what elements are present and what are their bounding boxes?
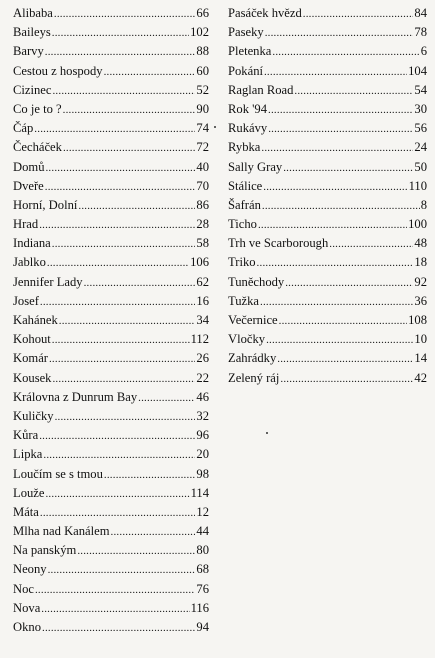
dot-leader (84, 274, 196, 293)
index-entry (13, 580, 209, 599)
entry-title: Na panským (13, 543, 77, 558)
entry-title: Máta (13, 504, 39, 519)
index-entry (13, 503, 209, 522)
entry-title: Pokání (228, 63, 263, 78)
entry-title: Alibaba (13, 6, 53, 20)
index-entry (228, 23, 427, 42)
entry-title: Horní, Dolní (13, 197, 78, 212)
index-entry (13, 599, 209, 618)
index-entry (13, 330, 209, 349)
dot-leader (77, 542, 195, 561)
index-entry (13, 426, 209, 445)
entry-title: Zahrádky (228, 351, 277, 366)
dot-leader (55, 408, 196, 427)
index-entry (13, 253, 209, 272)
entry-title: Rukávy (228, 121, 268, 136)
index-entry (13, 465, 209, 484)
dot-leader (78, 197, 195, 216)
entry-title: Ticho (228, 217, 257, 232)
entry-page-number: 32 (196, 408, 209, 423)
entry-page-number: 86 (196, 197, 209, 212)
entry-title: Josef (13, 293, 39, 308)
entry-title: Co je to ? (13, 101, 62, 116)
dot-leader (54, 5, 196, 24)
entry-page-number: 20 (196, 447, 209, 462)
entry-page-number: 80 (196, 543, 209, 558)
index-entry (13, 484, 209, 503)
index-entry (228, 273, 427, 292)
entry-page-number: 76 (196, 581, 209, 596)
entry-page-number: 112 (190, 332, 209, 347)
entry-page-number: 66 (196, 6, 209, 20)
entry-page-number: 36 (414, 293, 427, 308)
dot-leader (52, 370, 195, 389)
index-entry (13, 119, 209, 138)
index-column-left (13, 4, 209, 637)
dot-leader (264, 63, 407, 82)
entry-page-number: 8 (420, 197, 427, 212)
entry-page-number: 68 (196, 562, 209, 577)
entry-title: Vločky (228, 332, 266, 347)
entry-title: Mlha nad Kanálem (13, 524, 110, 539)
dot-leader (45, 178, 196, 197)
entry-title: Šafrán (228, 197, 261, 212)
dot-leader (258, 216, 407, 235)
dot-leader (263, 178, 407, 197)
entry-title: Sally Gray (228, 159, 283, 174)
dot-leader (40, 293, 196, 312)
dot-leader (104, 466, 196, 485)
entry-page-number: 6 (420, 44, 427, 59)
dot-leader (63, 101, 196, 120)
entry-title: Cestou z hospody (13, 63, 103, 78)
entry-title: Paseky (228, 25, 264, 40)
entry-title: Kůra (13, 428, 39, 443)
entry-page-number: 54 (414, 82, 427, 97)
entry-title: Trh ve Scarborough (228, 236, 329, 251)
dot-leader (303, 5, 414, 24)
index-entry (13, 100, 209, 119)
dot-leader (285, 274, 413, 293)
index-entry (13, 62, 209, 81)
dot-leader (42, 619, 195, 638)
entry-title: Nova (13, 600, 41, 615)
entry-page-number: 46 (196, 389, 209, 404)
dot-leader (111, 523, 196, 542)
index-entry (13, 522, 209, 541)
index-entry (228, 100, 427, 119)
entry-title: Baileys (13, 25, 51, 40)
dot-leader (52, 24, 189, 43)
entry-title: Pasáček hvězd (228, 6, 302, 20)
entry-page-number: 88 (196, 44, 209, 59)
entry-title: Královna z Dunrum Bay (13, 389, 138, 404)
dot-leader (272, 43, 419, 62)
entry-title: Čecháček (13, 140, 62, 155)
entry-page-number: 48 (414, 236, 427, 251)
index-entry (13, 349, 209, 368)
dot-leader (41, 600, 189, 619)
index-entry (228, 4, 427, 23)
index-entry (13, 4, 209, 23)
entry-page-number: 62 (196, 274, 209, 289)
dot-leader (138, 389, 195, 408)
dot-leader (40, 504, 196, 523)
index-entry (13, 273, 209, 292)
entry-page-number: 96 (196, 428, 209, 443)
dot-leader (283, 159, 413, 178)
dot-leader (34, 120, 195, 139)
index-entry (13, 311, 209, 330)
dot-leader (329, 235, 413, 254)
entry-page-number: 28 (196, 217, 209, 232)
dot-leader (268, 120, 413, 139)
index-entry (228, 177, 427, 196)
entry-page-number: 94 (196, 620, 209, 634)
entry-page-number: 58 (196, 236, 209, 251)
entry-title: Jablko (13, 255, 46, 270)
index-entry (228, 62, 427, 81)
entry-page-number: 40 (196, 159, 209, 174)
dot-leader (63, 139, 195, 158)
index-entry (13, 23, 209, 42)
index-entry (228, 215, 427, 234)
dot-leader (261, 139, 413, 158)
dot-leader (257, 254, 414, 273)
entry-title: Kohout (13, 332, 51, 347)
entry-title: Stálice (228, 178, 263, 193)
entry-title: Cizinec (13, 82, 52, 97)
dot-leader (260, 293, 413, 312)
entry-page-number: 44 (196, 524, 209, 539)
entry-page-number: 106 (190, 255, 209, 270)
entry-page-number: 12 (196, 504, 209, 519)
index-column-right (228, 4, 427, 388)
entry-page-number: 14 (414, 351, 427, 366)
entry-title: Rok '94 (228, 101, 268, 116)
index-entry (228, 81, 427, 100)
index-entry (13, 541, 209, 560)
dot-leader (294, 82, 413, 101)
entry-page-number: 50 (414, 159, 427, 174)
index-entry (228, 253, 427, 272)
dot-leader (59, 312, 196, 331)
entry-title: Noc (13, 581, 34, 596)
index-entry (228, 330, 427, 349)
entry-page-number: 104 (408, 63, 427, 78)
index-entry (228, 349, 427, 368)
index-entry (228, 158, 427, 177)
dot-leader (45, 43, 196, 62)
index-entry (13, 407, 209, 426)
entry-page-number: 52 (196, 82, 209, 97)
entry-title: Triko (228, 255, 256, 270)
index-entry (13, 42, 209, 61)
dot-leader (48, 561, 196, 580)
print-speck (214, 126, 216, 128)
index-entry (13, 292, 209, 311)
entry-title: Večernice (228, 313, 278, 327)
entry-title: Kuličky (13, 408, 54, 423)
entry-title: Raglan Road (228, 82, 294, 97)
entry-title: Čáp (13, 121, 34, 136)
entry-page-number: 22 (196, 370, 209, 385)
dot-leader (52, 331, 190, 350)
entry-page-number: 30 (414, 101, 427, 116)
entry-page-number: 18 (414, 255, 427, 270)
dot-leader (266, 331, 413, 350)
index-entry (13, 388, 209, 407)
dot-leader (262, 197, 420, 216)
entry-page-number: 84 (414, 6, 427, 20)
entry-page-number: 56 (414, 121, 427, 136)
index-entry (228, 292, 427, 311)
dot-leader (45, 485, 189, 504)
print-speck (266, 432, 268, 434)
dot-leader (265, 24, 414, 43)
index-entry (228, 196, 427, 215)
dot-leader (268, 101, 413, 120)
index-entry (13, 560, 209, 579)
index-entry (228, 119, 427, 138)
entry-page-number: 114 (190, 485, 209, 500)
entry-page-number: 102 (190, 25, 209, 40)
entry-title: Pletenka (228, 44, 272, 59)
entry-page-number: 10 (414, 332, 427, 347)
index-entry (228, 311, 427, 330)
entry-title: Indiana (13, 236, 51, 251)
entry-title: Louže (13, 485, 45, 500)
index-entry (228, 138, 427, 157)
index-entry (13, 158, 209, 177)
entry-page-number: 100 (408, 217, 427, 232)
entry-page-number: 42 (414, 370, 427, 385)
dot-leader (45, 159, 195, 178)
index-entry (228, 369, 427, 388)
index-entry (13, 196, 209, 215)
entry-page-number: 98 (196, 466, 209, 481)
entry-title: Dveře (13, 178, 44, 193)
entry-page-number: 26 (196, 351, 209, 366)
entry-page-number: 70 (196, 178, 209, 193)
entry-title: Barvy (13, 44, 44, 59)
entry-page-number: 16 (196, 293, 209, 308)
dot-leader (35, 581, 195, 600)
entry-page-number: 108 (408, 313, 427, 327)
entry-page-number: 60 (196, 63, 209, 78)
index-entry (13, 138, 209, 157)
entry-title: Komár (13, 351, 48, 366)
index-entry (228, 42, 427, 61)
entry-title: Loučím se s tmou (13, 466, 103, 481)
index-entry (13, 234, 209, 253)
dot-leader (279, 312, 407, 331)
dot-leader (277, 350, 413, 369)
entry-title: Rybka (228, 140, 261, 155)
index-entry (228, 234, 427, 253)
index-entry (13, 445, 209, 464)
index-entry (13, 215, 209, 234)
index-entry (13, 81, 209, 100)
entry-title: Okno (13, 620, 41, 634)
entry-title: Tužka (228, 293, 260, 308)
entry-page-number: 90 (196, 101, 209, 116)
entry-title: Domů (13, 159, 45, 174)
entry-page-number: 34 (196, 313, 209, 327)
entry-title: Hrad (13, 217, 39, 232)
index-entry (13, 177, 209, 196)
entry-title: Tuněchody (228, 274, 285, 289)
entry-page-number: 72 (196, 140, 209, 155)
dot-leader (52, 235, 196, 254)
entry-page-number: 92 (414, 274, 427, 289)
dot-leader (52, 82, 195, 101)
entry-title: Neony (13, 562, 47, 577)
entry-title: Zelený ráj (228, 370, 280, 385)
entry-title: Lipka (13, 447, 43, 462)
dot-leader (104, 63, 196, 82)
dot-leader (39, 216, 195, 235)
entry-page-number: 24 (414, 140, 427, 155)
entry-title: Jennifer Lady (13, 274, 83, 289)
entry-title: Kousek (13, 370, 52, 385)
dot-leader (49, 350, 195, 369)
dot-leader (280, 370, 413, 389)
entry-title: Kahánek (13, 313, 58, 327)
entry-page-number: 78 (414, 25, 427, 40)
dot-leader (43, 446, 195, 465)
index-entry (13, 369, 209, 388)
dot-leader (39, 427, 195, 446)
entry-page-number: 110 (408, 178, 427, 193)
dot-leader (47, 254, 189, 273)
entry-page-number: 116 (190, 600, 209, 615)
entry-page-number: 74 (196, 121, 209, 136)
index-entry (13, 618, 209, 637)
